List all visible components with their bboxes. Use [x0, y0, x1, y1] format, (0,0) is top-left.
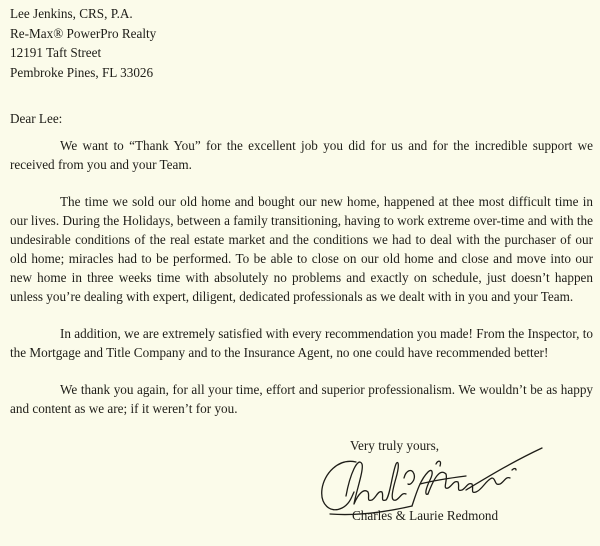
signer-name: Charles & Laurie Redmond — [352, 508, 499, 523]
body-paragraph-3: In addition, we are extremely satisfied with every recommendation you made! From the Inspector, to the Mortgage and Title Company and to the Insurance Agent, no one could have recommended better! — [10, 326, 593, 360]
body-paragraph-4: We thank you again, for all your time, effort and superior professionalism. We wouldn’t be as happy and content as we are; if it weren’t for you. — [10, 382, 593, 416]
body-paragraph-1: We want to “Thank You” for the excellent job you did for us and for the incredible support we received from you and your Team. — [10, 138, 593, 172]
sender-street: 12191 Taft Street — [10, 45, 102, 60]
sender-company: Re-Max® PowerPro Realty — [10, 25, 157, 41]
closing-line: Very truly yours, — [350, 438, 440, 453]
sender-address-block — [10, 4, 156, 82]
salutation: Dear Lee: — [10, 111, 63, 126]
sender-city-state-zip: Pembroke Pines, FL 33026 — [10, 64, 154, 80]
body-paragraph-2: The time we sold our old home and bought our new home, happened at thee most difficult time in our lives. During the Holidays, between a family transitioning, having to work extreme over-time and with the undesirable conditions of the real estate market and the conditions we had to deal with the purchaser of our old home; miracles had to be performed. To be able to close on our old home and close and move into our new home in three weeks time with absolutely no problems and exactly on schedule, just doesn’t happen unless you’re dealing with expert, diligent, dedicated professionals as we dealt with in you and your Team. — [10, 194, 593, 304]
sender-name: Lee Jenkins, CRS, P.A. — [10, 6, 133, 21]
letter-body — [10, 136, 593, 436]
